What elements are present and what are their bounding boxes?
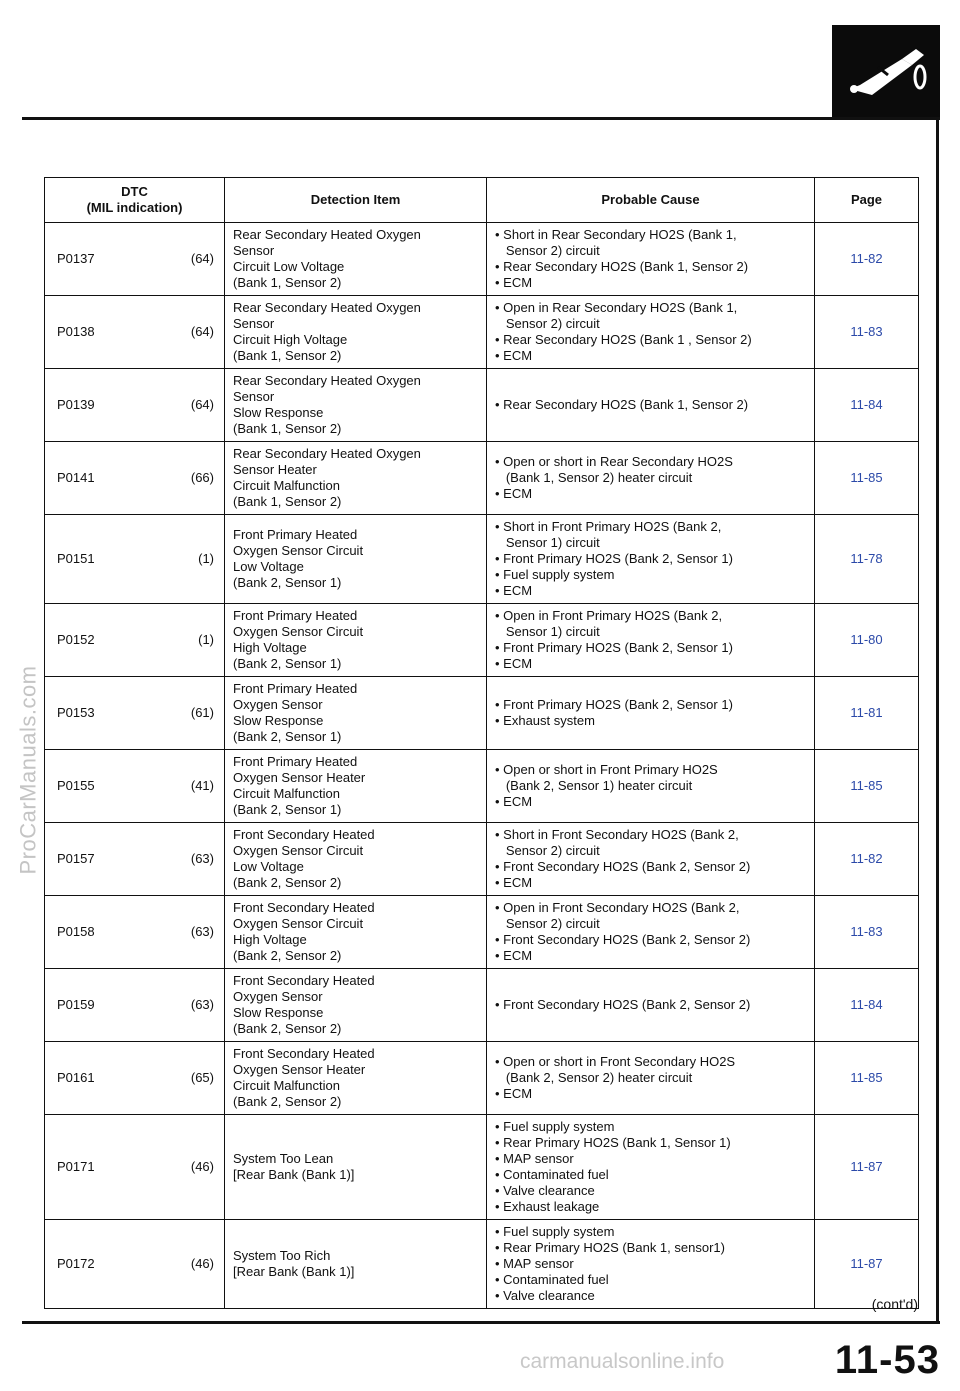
table-row: [45, 1042, 919, 1115]
page-reference-link[interactable]: 11-87: [815, 1220, 919, 1309]
detection-item-line: (Bank 2, Sensor 1): [233, 575, 342, 590]
page-reference-link[interactable]: 11-83: [815, 896, 919, 969]
detection-item-line: (Bank 1, Sensor 2): [233, 421, 342, 436]
detection-item-cell: [225, 750, 487, 823]
detection-item-line: Rear Secondary Heated Oxygen: [233, 373, 421, 388]
probable-cause-line: • Contaminated fuel: [495, 1167, 609, 1182]
detection-item-line: [Rear Bank (Bank 1)]: [233, 1264, 355, 1279]
detection-item-line: (Bank 2, Sensor 1): [233, 656, 342, 671]
dtc-code-cell: [45, 1042, 225, 1115]
probable-cause-line: • ECM: [495, 875, 533, 890]
dtc-code: P0157: [57, 851, 95, 866]
probable-cause-cell: [487, 750, 815, 823]
dtc-code: P0158: [57, 924, 95, 939]
detection-item-line: Front Secondary Heated: [233, 900, 375, 915]
dtc-code: P0151: [57, 551, 95, 566]
detection-item-line: Oxygen Sensor Circuit: [233, 624, 364, 639]
table-row: [45, 515, 919, 604]
table-row: [45, 369, 919, 442]
table-row: [45, 750, 919, 823]
probable-cause-line: • ECM: [495, 794, 533, 809]
probable-cause-cell: [487, 1115, 815, 1220]
dtc-code-cell: [45, 896, 225, 969]
fuel-injector-icon: [842, 37, 930, 105]
detection-item-cell: [225, 223, 487, 296]
dtc-code-cell: [45, 604, 225, 677]
mil-indication: (64): [190, 251, 214, 266]
table-row: [45, 223, 919, 296]
detection-item-line: Sensor: [233, 316, 275, 331]
page-reference-link[interactable]: 11-85: [815, 442, 919, 515]
detection-item-line: High Voltage: [233, 932, 307, 947]
page-number: 11-53: [834, 1338, 940, 1382]
dtc-code: P0153: [57, 705, 95, 720]
dtc-code: P0155: [57, 778, 95, 793]
probable-cause-line: • Open or short in Front Primary HO2S: [495, 762, 718, 777]
probable-cause-line: • Open or short in Rear Secondary HO2S: [495, 454, 733, 469]
probable-cause-cell: [487, 442, 815, 515]
header-dtc: DTC (MIL indication): [45, 178, 225, 223]
mil-indication: (63): [190, 851, 214, 866]
mil-indication: (66): [190, 470, 214, 485]
right-rule: [936, 117, 939, 1322]
detection-item-line: (Bank 2, Sensor 2): [233, 1021, 342, 1036]
detection-item-line: Front Primary Heated: [233, 681, 358, 696]
dtc-code: P0138: [57, 324, 95, 339]
detection-item-line: Slow Response: [233, 1005, 324, 1020]
detection-item-line: Circuit Malfunction: [233, 786, 340, 801]
probable-cause-line: • MAP sensor: [495, 1151, 574, 1166]
mil-indication: (63): [190, 924, 214, 939]
watermark-bottom: carmanualsonline.info: [520, 1350, 725, 1373]
probable-cause-line: • ECM: [495, 1086, 533, 1101]
dtc-code-cell: [45, 296, 225, 369]
probable-cause-line: • Rear Secondary HO2S (Bank 1 , Sensor 2): [495, 332, 752, 347]
bottom-rule: [22, 1321, 940, 1324]
probable-cause-line: • Open in Rear Secondary HO2S (Bank 1,: [495, 300, 738, 315]
detection-item-line: Circuit High Voltage: [233, 332, 348, 347]
dtc-code-cell: [45, 223, 225, 296]
dtc-code-cell: [45, 442, 225, 515]
dtc-code-cell: [45, 677, 225, 750]
probable-cause-line: Sensor 1) circuit: [495, 624, 600, 639]
page-reference-link[interactable]: 11-84: [815, 369, 919, 442]
detection-item-line: Rear Secondary Heated Oxygen: [233, 300, 421, 315]
header-page: Page: [815, 178, 919, 223]
probable-cause-line: • MAP sensor: [495, 1256, 574, 1271]
probable-cause-line: • Valve clearance: [495, 1183, 595, 1198]
probable-cause-cell: [487, 604, 815, 677]
probable-cause-line: • ECM: [495, 948, 533, 963]
detection-item-line: (Bank 1, Sensor 2): [233, 275, 342, 290]
dtc-code-cell: [45, 969, 225, 1042]
mil-indication: (61): [190, 705, 214, 720]
probable-cause-cell: [487, 896, 815, 969]
table-row: [45, 1115, 919, 1220]
probable-cause-cell: [487, 1220, 815, 1309]
section-logo: [832, 25, 940, 117]
detection-item-line: Front Primary Heated: [233, 527, 358, 542]
probable-cause-cell: [487, 515, 815, 604]
probable-cause-line: • Open in Front Primary HO2S (Bank 2,: [495, 608, 723, 623]
probable-cause-line: (Bank 2, Sensor 1) heater circuit: [495, 778, 693, 793]
dtc-code: P0139: [57, 397, 95, 412]
page-reference-link[interactable]: 11-87: [815, 1115, 919, 1220]
detection-item-line: Oxygen Sensor Circuit: [233, 543, 364, 558]
detection-item-line: (Bank 1, Sensor 2): [233, 494, 342, 509]
detection-item-line: (Bank 2, Sensor 2): [233, 875, 342, 890]
detection-item-cell: [225, 1220, 487, 1309]
mil-indication: (46): [190, 1256, 214, 1271]
probable-cause-line: Sensor 2) circuit: [495, 243, 600, 258]
mil-indication: (1): [198, 551, 214, 566]
detection-item-cell: [225, 296, 487, 369]
page-reference-link[interactable]: 11-81: [815, 677, 919, 750]
probable-cause-line: • Front Secondary HO2S (Bank 2, Sensor 2): [495, 859, 751, 874]
dtc-code-cell: [45, 369, 225, 442]
table-row: [45, 823, 919, 896]
detection-item-cell: [225, 515, 487, 604]
probable-cause-cell: [487, 969, 815, 1042]
probable-cause-line: • Open or short in Front Secondary HO2S: [495, 1054, 736, 1069]
detection-item-line: Oxygen Sensor: [233, 697, 323, 712]
dtc-code: P0172: [57, 1256, 95, 1271]
table-row: [45, 1220, 919, 1309]
detection-item-cell: [225, 442, 487, 515]
probable-cause-line: • ECM: [495, 275, 533, 290]
dtc-code: P0141: [57, 470, 95, 485]
probable-cause-line: • Exhaust leakage: [495, 1199, 600, 1214]
detection-item-line: Low Voltage: [233, 559, 304, 574]
dtc-code: P0137: [57, 251, 95, 266]
detection-item-cell: [225, 823, 487, 896]
dtc-code-cell: [45, 1220, 225, 1309]
probable-cause-line: • ECM: [495, 348, 533, 363]
detection-item-line: (Bank 2, Sensor 1): [233, 802, 342, 817]
dtc-code: P0152: [57, 632, 95, 647]
probable-cause-line: • Fuel supply system: [495, 1119, 615, 1134]
probable-cause-line: • Short in Rear Secondary HO2S (Bank 1,: [495, 227, 737, 242]
page-reference-link[interactable]: 11-85: [815, 1042, 919, 1115]
detection-item-line: Circuit Malfunction: [233, 1078, 340, 1093]
page-reference-link[interactable]: 11-84: [815, 969, 919, 1042]
table-row: [45, 969, 919, 1042]
mil-indication: (41): [190, 778, 214, 793]
detection-item-line: Oxygen Sensor Heater: [233, 770, 366, 785]
probable-cause-cell: [487, 369, 815, 442]
table-row: [45, 442, 919, 515]
detection-item-line: Oxygen Sensor: [233, 989, 323, 1004]
probable-cause-line: • ECM: [495, 486, 533, 501]
mil-indication: (1): [198, 632, 214, 647]
probable-cause-line: • Rear Secondary HO2S (Bank 1, Sensor 2): [495, 259, 749, 274]
detection-item-line: System Too Rich: [233, 1248, 331, 1263]
probable-cause-line: • Rear Primary HO2S (Bank 1, Sensor 1): [495, 1135, 731, 1150]
detection-item-cell: [225, 969, 487, 1042]
probable-cause-cell: [487, 296, 815, 369]
detection-item-cell: [225, 1115, 487, 1220]
mil-indication: (64): [190, 324, 214, 339]
detection-item-line: Slow Response: [233, 713, 324, 728]
detection-item-line: Circuit Low Voltage: [233, 259, 345, 274]
table-row: [45, 896, 919, 969]
table-body: [45, 223, 919, 1309]
page-reference-link[interactable]: 11-78: [815, 515, 919, 604]
page-reference-link[interactable]: 11-83: [815, 296, 919, 369]
probable-cause-line: • Fuel supply system: [495, 567, 615, 582]
dtc-table: [44, 177, 919, 1309]
detection-item-line: (Bank 2, Sensor 2): [233, 1094, 342, 1109]
probable-cause-line: Sensor 2) circuit: [495, 843, 600, 858]
detection-item-line: High Voltage: [233, 640, 307, 655]
probable-cause-line: • Front Primary HO2S (Bank 2, Sensor 1): [495, 640, 733, 655]
dtc-code-cell: [45, 1115, 225, 1220]
detection-item-cell: [225, 677, 487, 750]
table-row: [45, 604, 919, 677]
probable-cause-line: • Front Secondary HO2S (Bank 2, Sensor 2): [495, 932, 751, 947]
table-row: [45, 677, 919, 750]
page-reference-link[interactable]: 11-82: [815, 823, 919, 896]
probable-cause-line: • Short in Front Secondary HO2S (Bank 2,: [495, 827, 739, 842]
detection-item-cell: [225, 604, 487, 677]
page-reference-link[interactable]: 11-80: [815, 604, 919, 677]
detection-item-line: (Bank 2, Sensor 2): [233, 948, 342, 963]
probable-cause-line: • Valve clearance: [495, 1288, 595, 1303]
mil-indication: (63): [190, 997, 214, 1012]
detection-item-line: [Rear Bank (Bank 1)]: [233, 1167, 355, 1182]
probable-cause-line: • Front Primary HO2S (Bank 2, Sensor 1): [495, 697, 733, 712]
dtc-code-cell: [45, 750, 225, 823]
table-row: [45, 296, 919, 369]
header-detection-item: Detection Item: [225, 178, 487, 223]
probable-cause-line: • Rear Primary HO2S (Bank 1, sensor1): [495, 1240, 725, 1255]
detection-item-line: Front Primary Heated: [233, 754, 358, 769]
probable-cause-line: • Short in Front Primary HO2S (Bank 2,: [495, 519, 722, 534]
probable-cause-line: • Contaminated fuel: [495, 1272, 609, 1287]
detection-item-line: Low Voltage: [233, 859, 304, 874]
page-reference-link[interactable]: 11-82: [815, 223, 919, 296]
detection-item-line: Oxygen Sensor Circuit: [233, 916, 364, 931]
dtc-code: P0159: [57, 997, 95, 1012]
detection-item-line: Oxygen Sensor Heater: [233, 1062, 366, 1077]
dtc-code: P0161: [57, 1070, 95, 1085]
probable-cause-cell: [487, 1042, 815, 1115]
header-probable-cause: Probable Cause: [487, 178, 815, 223]
probable-cause-cell: [487, 823, 815, 896]
probable-cause-line: Sensor 2) circuit: [495, 316, 600, 331]
detection-item-line: Front Primary Heated: [233, 608, 358, 623]
dtc-code-cell: [45, 515, 225, 604]
probable-cause-line: • Front Primary HO2S (Bank 2, Sensor 1): [495, 551, 733, 566]
probable-cause-line: • Fuel supply system: [495, 1224, 615, 1239]
detection-item-line: Front Secondary Heated: [233, 973, 375, 988]
watermark-left: ProCarManuals.com: [15, 665, 41, 875]
probable-cause-line: Sensor 1) circuit: [495, 535, 600, 550]
probable-cause-line: • Exhaust system: [495, 713, 595, 728]
detection-item-line: Rear Secondary Heated Oxygen: [233, 227, 421, 242]
detection-item-line: Sensor Heater: [233, 462, 317, 477]
top-rule: [22, 117, 940, 120]
probable-cause-cell: [487, 223, 815, 296]
detection-item-line: Sensor: [233, 243, 275, 258]
detection-item-line: Slow Response: [233, 405, 324, 420]
detection-item-line: Sensor: [233, 389, 275, 404]
probable-cause-line: (Bank 1, Sensor 2) heater circuit: [495, 470, 693, 485]
detection-item-cell: [225, 369, 487, 442]
probable-cause-cell: [487, 677, 815, 750]
dtc-code: P0171: [57, 1159, 95, 1174]
probable-cause-line: • Open in Front Secondary HO2S (Bank 2,: [495, 900, 740, 915]
detection-item-line: Oxygen Sensor Circuit: [233, 843, 364, 858]
detection-item-line: (Bank 1, Sensor 2): [233, 348, 342, 363]
dtc-code-cell: [45, 823, 225, 896]
mil-indication: (64): [190, 397, 214, 412]
detection-item-line: Circuit Malfunction: [233, 478, 340, 493]
probable-cause-line: • Rear Secondary HO2S (Bank 1, Sensor 2): [495, 397, 749, 412]
detection-item-line: Rear Secondary Heated Oxygen: [233, 446, 421, 461]
detection-item-line: System Too Lean: [233, 1151, 334, 1166]
detection-item-line: Front Secondary Heated: [233, 827, 375, 842]
detection-item-line: Front Secondary Heated: [233, 1046, 375, 1061]
detection-item-cell: [225, 1042, 487, 1115]
table-header-row: [45, 178, 919, 223]
detection-item-line: (Bank 2, Sensor 1): [233, 729, 342, 744]
probable-cause-line: Sensor 2) circuit: [495, 916, 600, 931]
page-reference-link[interactable]: 11-85: [815, 750, 919, 823]
probable-cause-line: • ECM: [495, 656, 533, 671]
detection-item-cell: [225, 896, 487, 969]
probable-cause-line: • ECM: [495, 583, 533, 598]
mil-indication: (65): [190, 1070, 214, 1085]
probable-cause-line: (Bank 2, Sensor 2) heater circuit: [495, 1070, 693, 1085]
mil-indication: (46): [190, 1159, 214, 1174]
continued-label: (cont'd): [871, 1296, 918, 1312]
probable-cause-line: • Front Secondary HO2S (Bank 2, Sensor 2): [495, 997, 751, 1012]
